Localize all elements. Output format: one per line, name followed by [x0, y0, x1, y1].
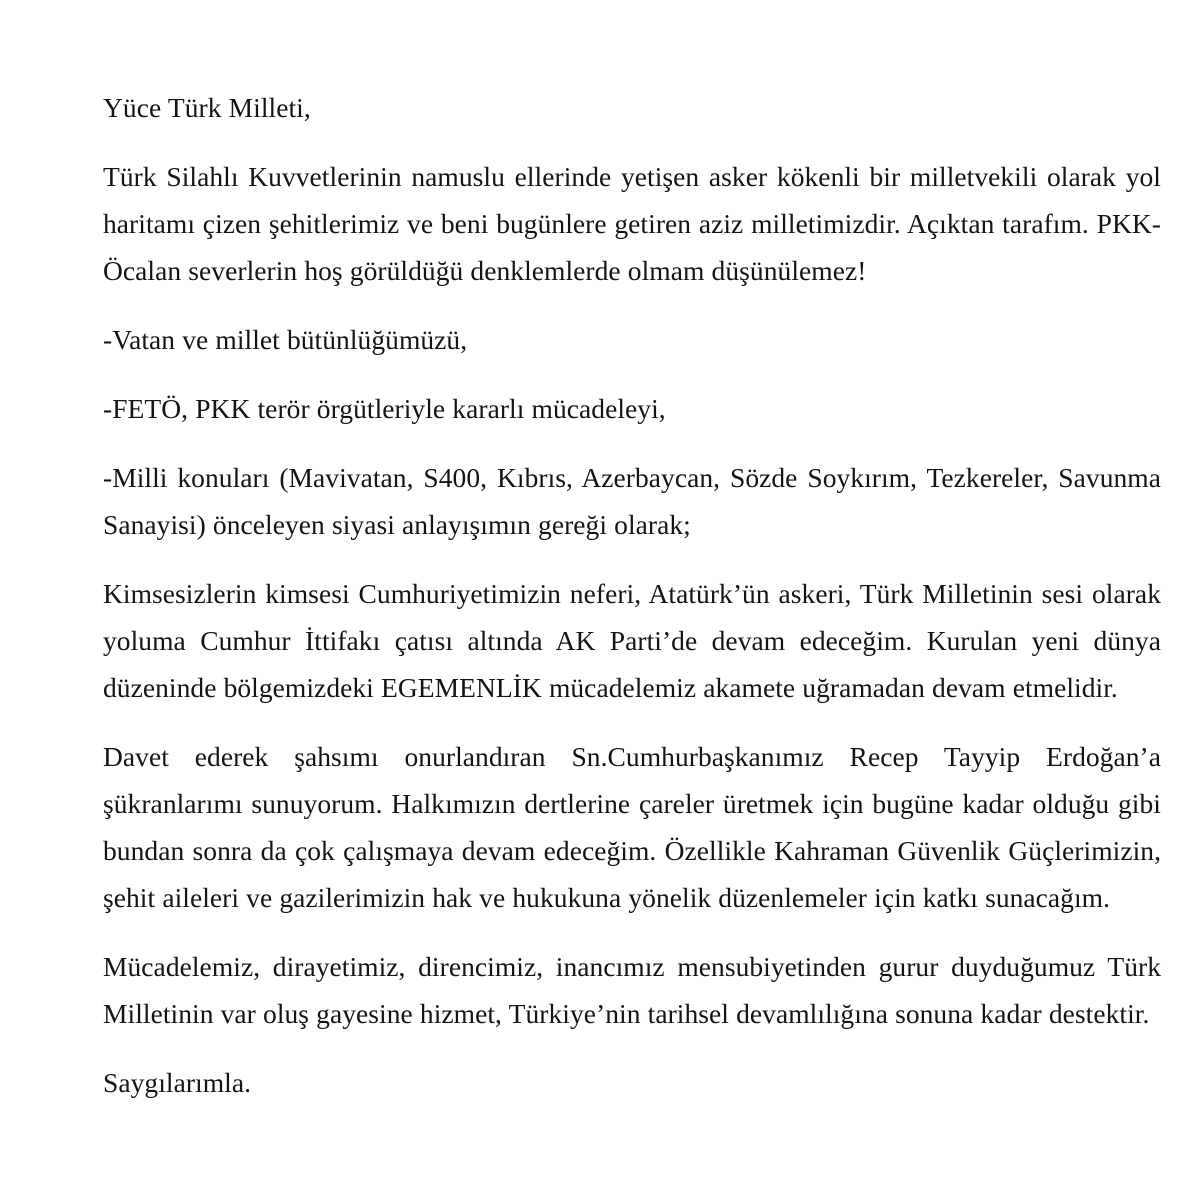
paragraph-item-3: -Milli konuları (Mavivatan, S400, Kıbrıs, Azerbaycan, Sözde Soykırım, Tezkereler, Savunma Sanayisi) önceleyen siyasi anlayışımın gereği olarak;: [103, 462, 1161, 540]
paragraph-closing-statement: Mücadelemiz, dirayetimiz, direncimiz, inancımız mensubiyetinden gurur duyduğumuz Türk Milletinin var oluş gayesine hizmet, Türkiye’nin tarihsel devamlılığına sonuna kadar destektir.: [103, 951, 1161, 1029]
paragraph-salutation: Yüce Türk Milleti,: [103, 92, 311, 123]
paragraph-thanks: Davet ederek şahsımı onurlandıran Sn.Cumhurbaşkanımız Recep Tayyip Erdoğan’a şükranlarımı sunuyorum. Halkımızın dertlerine çareler üretmek için bugüne kadar olduğu gibi bundan sonra da çok çalışmaya devam edeceğim. Özellikle Kahraman Güvenlik Güçlerimizin, şehit aileleri ve gazilerimizin hak ve hukukuna yönelik düzenlemeler için katkı sunacağım.: [103, 741, 1161, 913]
paragraph-intro: Türk Silahlı Kuvvetlerinin namuslu ellerinde yetişen asker kökenli bir milletvekili olarak yol haritamı çizen şehitlerimiz ve beni bugünlere getiren aziz milletimizdir. Açıktan tarafım. PKK-Öcalan severlerin hoş görüldüğü denklemlerde olmam düşünülemez!: [103, 161, 1161, 286]
paragraph-sign-off: Saygılarımla.: [103, 1067, 252, 1098]
document-text-body: [103, 84, 1161, 1106]
paragraph-declaration: Kimsesizlerin kimsesi Cumhuriyetimizin neferi, Atatürk’ün askeri, Türk Milletinin sesi olarak yoluma Cumhur İttifakı çatısı altında AK Parti’de devam edeceğim. Kurulan yeni dünya düzeninde bölgemizdeki EGEMENLİK mücadelemiz akamete uğramadan devam etmelidir.: [103, 578, 1161, 703]
paragraph-item-2: -FETÖ, PKK terör örgütleriyle kararlı mücadeleyi,: [103, 393, 666, 424]
paragraph-item-1: -Vatan ve millet bütünlüğümüzü,: [103, 324, 468, 355]
